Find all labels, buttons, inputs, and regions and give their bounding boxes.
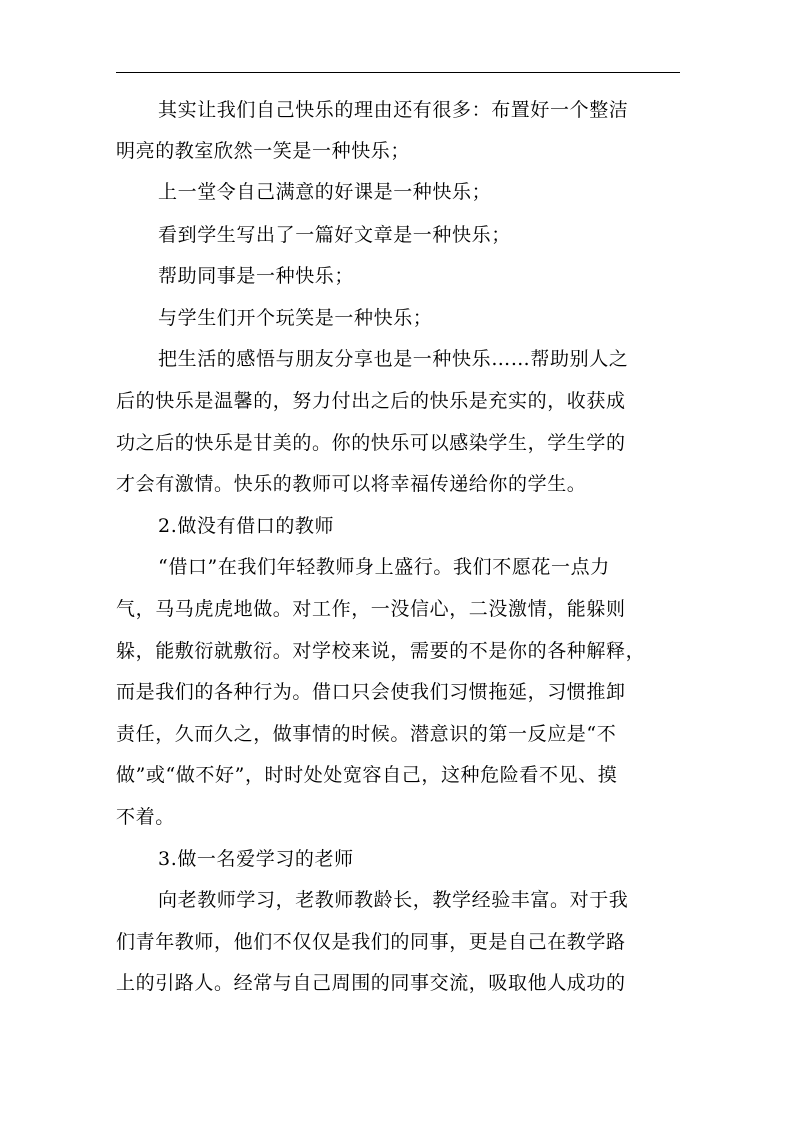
text-line: 向老教师学习，老教师教龄长，教学经验丰富。对于我 xyxy=(158,889,629,911)
text-line: 气，马马虎虎地做。对工作，一没信心，二没激情，能躲则 xyxy=(116,598,626,620)
section-heading: 3.做一名爱学习的老师 xyxy=(158,848,354,870)
text-line: 做”或“做不好”，时时处处宽容自己，这种危险看不见、摸 xyxy=(116,764,618,786)
text-line: 才会有激情。快乐的教师可以将幸福传递给你的学生。 xyxy=(116,473,587,495)
text-line: 而是我们的各种行为。借口只会使我们习惯拖延，习惯推卸 xyxy=(116,681,626,703)
text-line: 明亮的教室欣然一笑是一种快乐； xyxy=(116,140,411,162)
text-line: 躲，能敷衍就敷衍。对学校来说，需要的不是你的各种解释， xyxy=(116,640,646,662)
text-line: 责任，久而久之，做事情的时候。潜意识的第一反应是“不 xyxy=(116,723,617,745)
text-line: 上一堂令自己满意的好课是一种快乐； xyxy=(158,181,492,203)
text-line: 看到学生写出了一篇好文章是一种快乐； xyxy=(158,224,511,246)
text-line: 与学生们开个玩笑是一种快乐； xyxy=(158,307,433,329)
text-line: 功之后的快乐是甘美的。你的快乐可以感染学生，学生学的 xyxy=(116,432,626,454)
header-rule xyxy=(116,72,680,73)
text-line: 后的快乐是温馨的，努力付出之后的快乐是充实的，收获成 xyxy=(116,390,626,412)
text-line: 帮助同事是一种快乐； xyxy=(158,265,355,287)
text-line: 把生活的感悟与朋友分享也是一种快乐……帮助别人之 xyxy=(158,348,629,370)
text-line: 上的引路人。经常与自己周围的同事交流，吸取他人成功的 xyxy=(116,972,626,994)
text-line: “借口”在我们年轻教师身上盛行。我们不愿花一点力 xyxy=(158,556,610,578)
text-line: 不着。 xyxy=(116,806,175,828)
text-line: 们青年教师，他们不仅仅是我们的同事，更是自己在教学路 xyxy=(116,931,626,953)
section-heading: 2.做没有借口的教师 xyxy=(158,515,335,537)
text-line: 其实让我们自己快乐的理由还有很多：布置好一个整洁 xyxy=(158,99,629,121)
